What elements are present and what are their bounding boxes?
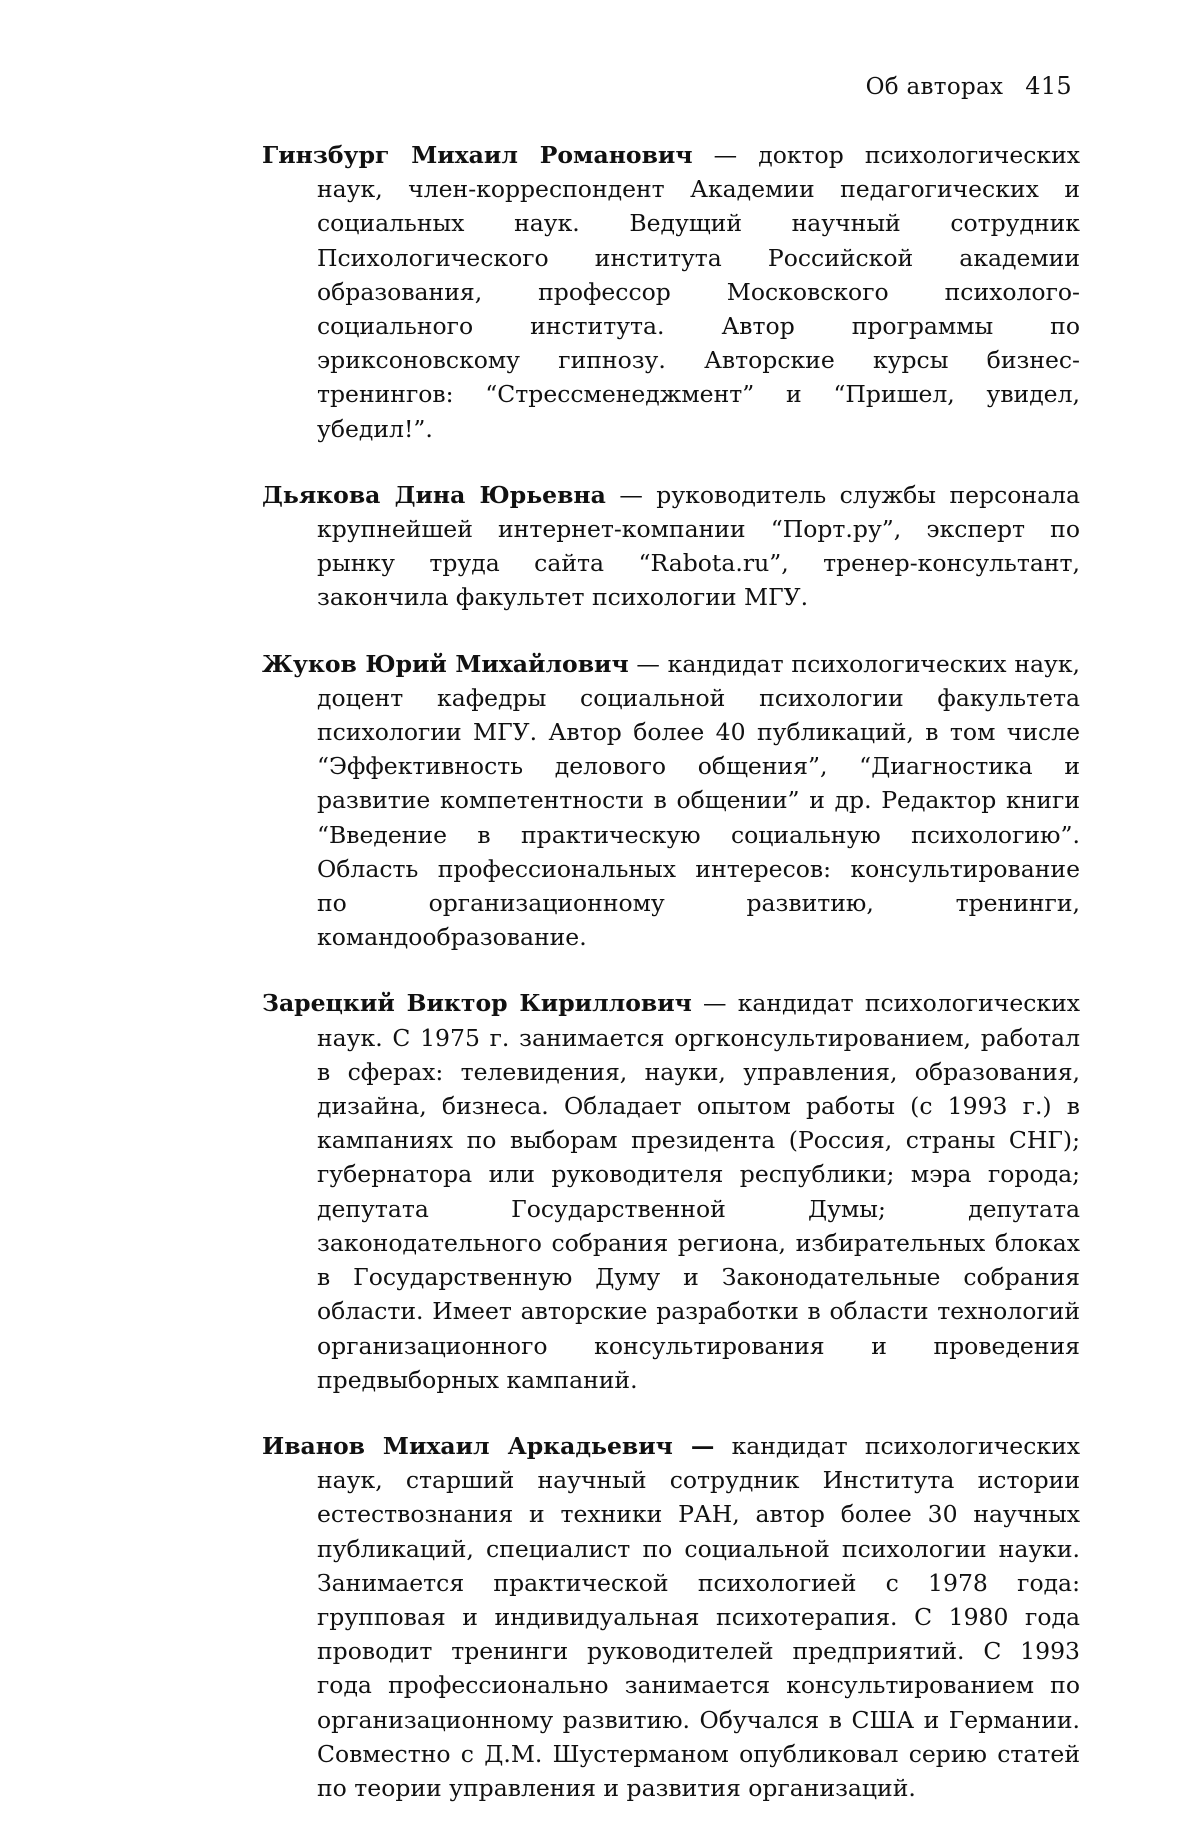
author-name: Иванов Михаил Аркадьевич —: [262, 1431, 715, 1460]
author-bio-list: [262, 138, 1080, 1837]
author-description: — кандидат психологических наук, доцент кафедры социальной психологии факультета психологии МГУ. Автор более 40 публикаций, в том числе “Эффективность делового общения”, “Диагностика и развитие компетентности в общении” и др. Редактор книги “Введение в практическую социальную психологию”. Область профессиональных интересов: консультирование по организационному развитию, тренинги, командообразование.: [317, 649, 1080, 952]
author-entry: [262, 1429, 1080, 1805]
author-name: Дьякова Дина Юрьевна: [262, 480, 606, 509]
author-description: кандидат психологических наук, старший научный сотрудник Института истории естествознания и техники РАН, автор более 30 научных публикаций, специалист по социальной психологии науки. Занимается практической психологией с 1978 года: групповая и индивидуальная психотерапия. С 1980 года проводит тренинги руководителей предприятий. С 1993 года профессионально занимается консультированием по организационному развитию. Обучался в США и Германии. Совместно с Д.М. Шустерманом опубликовал серию статей по теории управления и развития организаций.: [317, 1431, 1080, 1802]
running-header: [866, 72, 1072, 100]
author-entry: [262, 478, 1080, 615]
author-name: Гинзбург Михаил Романович: [262, 141, 693, 169]
section-title: Об авторах: [865, 74, 1004, 100]
author-entry: [262, 138, 1080, 446]
page-number: 415: [1025, 72, 1072, 100]
author-description: — руководитель службы персонала крупнейшей интернет-компании “Порт.ру”, эксперт по рынку труда сайта “Rabota.ru”, тренер-консультант, закончила факультет психологии МГУ.: [317, 480, 1080, 612]
author-description: — кандидат психологических наук. С 1975 г. занимается оргконсультированием, работал в сферах: телевидения, науки, управления, образования, дизайна, бизнеса. Обладает опытом работы (с 1993 г.) в кампаниях по выборам президента (Россия, страны СНГ); губернатора или руководителя республики; мэра города; депутата Государственной Думы; депутата законодательного собрания региона, избирательных блоках в Государственную Думу и Законодательные собрания области. Имеет авторские разработки в области технологий организационного консультирования и проведения предвыборных кампаний.: [317, 989, 1080, 1394]
author-name: Зарецкий Виктор Кириллович: [262, 989, 692, 1018]
author-entry: [262, 986, 1080, 1396]
author-entry: [262, 647, 1080, 955]
author-name: Жуков Юрий Михайлович: [262, 649, 629, 678]
author-description: — доктор психологических наук, член-корреспондент Академии педагогических и социальных наук. Ведущий научный сотрудник Психологического института Российской академии образования, профессор Московского психолого-социального института. Автор программы по эриксоновскому гипнозу. Авторские курсы бизнес-тренингов: “Стрессменеджмент” и “Пришел, увидел, убедил!”.: [317, 141, 1081, 443]
